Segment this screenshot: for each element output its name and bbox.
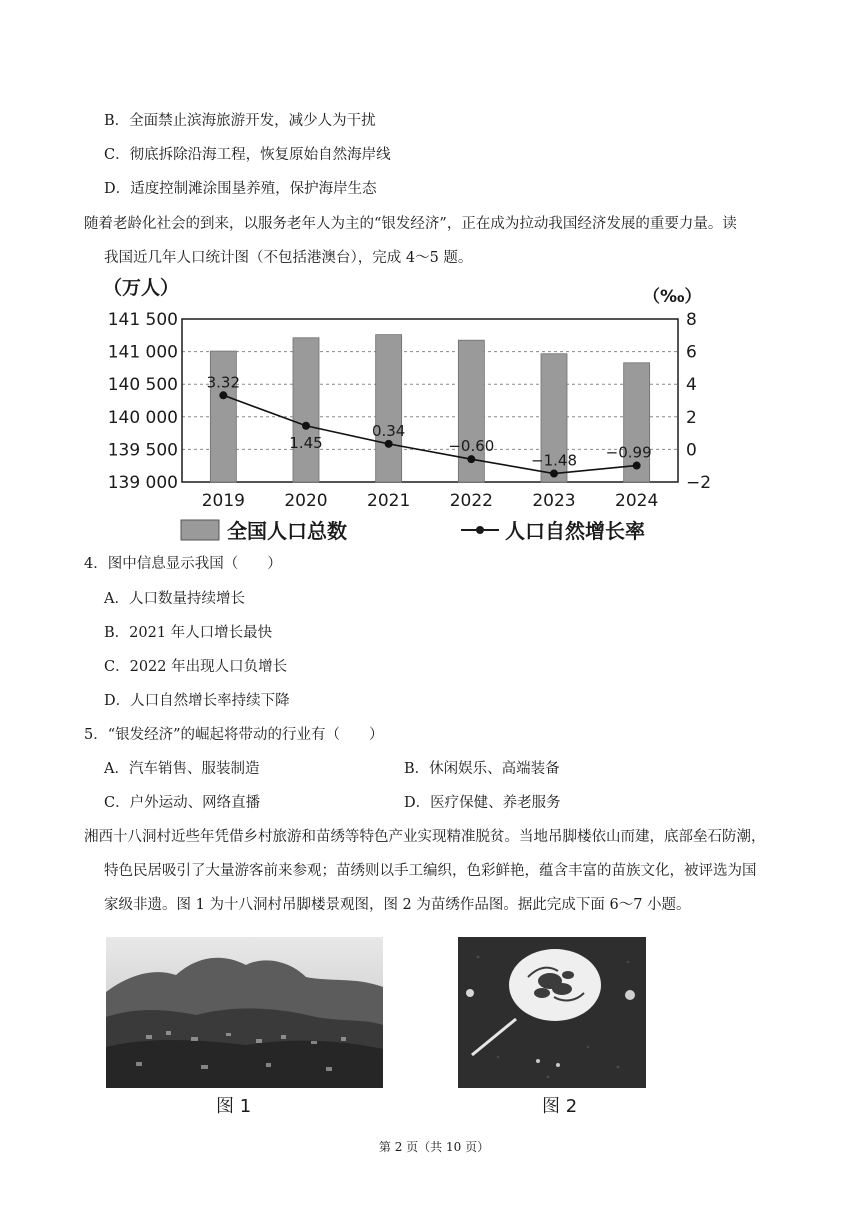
right-axis-unit: （‰）: [643, 287, 702, 307]
x-tick-label: 2019: [201, 491, 245, 511]
growth-rate-data-label: 3.32: [206, 373, 241, 392]
population-bar: [293, 338, 319, 482]
q5-option-a: A．汽车销售、服装制造: [104, 761, 260, 777]
page-footer: 第 2 页（共 10 页）: [378, 1140, 490, 1154]
growth-rate-point: [467, 455, 475, 463]
growth-rate-point: [633, 462, 641, 470]
left-tick-label: 140 500: [107, 375, 178, 396]
q4-stem: 4．图中信息显示我国（ ）: [84, 556, 282, 572]
q5-option-c: C．户外运动、网络直播: [104, 795, 261, 811]
right-tick-label: 2: [686, 407, 697, 428]
x-tick-label: 2021: [367, 491, 411, 511]
q3-option-b: B．全面禁止滨海旅游开发，减少人为干扰: [104, 113, 376, 129]
q4-option-d: D．人口自然增长率持续下降: [104, 693, 290, 709]
population-bar: [376, 335, 402, 482]
plot-frame: [182, 319, 678, 482]
q4-option-b: B．2021 年人口增长最快: [104, 625, 273, 641]
growth-rate-data-label: −0.99: [605, 443, 652, 462]
figure-2-embroidery-photo: [458, 937, 646, 1088]
right-tick-label: 0: [686, 440, 697, 461]
population-chart: [95, 270, 720, 555]
q4-option-c: C．2022 年出现人口负增长: [104, 659, 288, 675]
right-tick-label: 4: [686, 375, 697, 396]
q3-option-c: C．彻底拆除沿海工程，恢复原始自然海岸线: [104, 147, 391, 163]
left-axis-unit: （万人）: [103, 277, 180, 299]
legend-bar-swatch: [181, 520, 219, 540]
legend-line-label: 人口自然增长率: [505, 519, 645, 543]
q4-option-a: A．人口数量持续增长: [104, 591, 245, 607]
x-tick-label: 2024: [615, 491, 659, 511]
q3-option-d: D．适度控制滩涂围垦养殖，保护海岸生态: [104, 181, 377, 197]
growth-rate-data-label: −1.48: [531, 451, 577, 470]
legend-bar-label: 全国人口总数: [227, 519, 347, 543]
intro-6-7-line3: 家级非遗。图 1 为十八洞村吊脚楼景观图，图 2 为苗绣作品图。据此完成下面 6～7 小题。: [104, 897, 691, 913]
figure-2-caption: 图 2: [542, 1096, 578, 1117]
left-tick-label: 139 000: [107, 473, 178, 493]
figure-1-landscape-photo: [106, 937, 383, 1088]
intro-4-5-line1: 随着老龄化社会的到来，以服务老年人为主的“银发经济”，正在成为拉动我国经济发展的重要力量。读: [84, 216, 737, 232]
x-tick-label: 2022: [449, 491, 493, 511]
growth-rate-point: [219, 391, 227, 399]
figure-1-caption: 图 1: [216, 1096, 252, 1117]
right-tick-label: 6: [686, 342, 697, 363]
left-tick-label: 141 000: [107, 342, 178, 363]
x-tick-label: 2020: [284, 491, 328, 511]
growth-rate-point: [385, 440, 393, 448]
left-tick-label: 140 000: [107, 407, 178, 428]
growth-rate-data-label: 1.45: [289, 433, 323, 452]
growth-rate-data-label: −0.60: [448, 437, 495, 456]
intro-4-5-line2: 我国近几年人口统计图（不包括港澳台），完成 4～5 题。: [104, 250, 473, 266]
q5-option-b: B．休闲娱乐、高端装备: [404, 761, 560, 777]
intro-6-7-line2: 特色民居吸引了大量游客前来参观；苗绣则以手工编织，色彩鲜艳，蕴含丰富的苗族文化，被评选为国: [104, 863, 757, 879]
q5-option-d: D．医疗保健、养老服务: [404, 795, 561, 811]
q5-stem: 5．“银发经济”的崛起将带动的行业有（ ）: [84, 727, 384, 743]
x-tick-label: 2023: [532, 491, 576, 511]
legend-line-marker: [476, 526, 484, 534]
growth-rate-point: [302, 422, 310, 430]
right-tick-label: −2: [686, 473, 712, 493]
population-chart-svg: [95, 270, 720, 555]
population-bar: [210, 351, 236, 482]
right-tick-label: 8: [686, 310, 697, 330]
growth-rate-data-label: 0.34: [371, 421, 406, 440]
left-tick-label: 141 500: [107, 310, 178, 330]
intro-6-7-line1: 湘西十八洞村近些年凭借乡村旅游和苗绣等特色产业实现精准脱贫。当地吊脚楼依山而建，底部垒石防潮，: [84, 829, 766, 845]
growth-rate-point: [550, 470, 558, 478]
left-tick-label: 139 500: [107, 440, 178, 461]
